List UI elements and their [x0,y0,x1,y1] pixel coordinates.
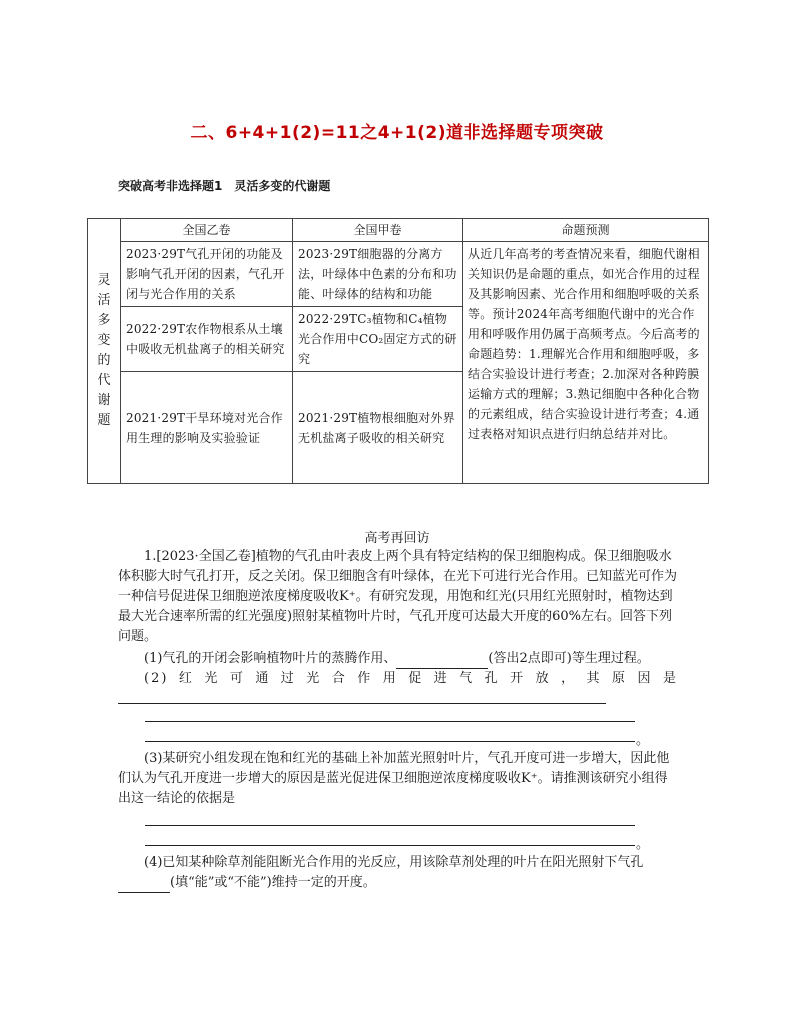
table-cell: 2021·29T植物根细胞对外界无机盐离子吸收的相关研究 [293,372,463,484]
sub-question-2: (2)红光可通过光合作用促进气孔开放，其原因是 [144,671,678,686]
header-national-a: 全国甲卷 [293,219,463,242]
section-subtitle: 突破高考非选择题1 灵活多变的代谢题 [118,179,331,193]
answer-line[interactable] [145,741,635,742]
answer-line[interactable] [118,703,606,704]
sub-question-1: (1)气孔的开闭会影响植物叶片的蒸腾作用、 (答出2点即可)等生理过程。 [118,649,678,669]
table-row [88,242,709,307]
table-header-row [88,219,709,242]
page-title: 二、6+4+1(2)=11之4+1(2)道非选择题专项突破 [190,123,604,143]
period-mark: 。 [636,837,650,852]
sub-question-4-cont: (填“能”或“不能”)维持一定的开度。 [118,873,678,893]
answer-line[interactable] [145,721,635,722]
table-cell: 2022·29T农作物根系从土壤中吸收无机盐离子的相关研究 [121,307,293,372]
table-cell: 2021·29T干旱环境对光合作用生理的影响及实验验证 [121,372,293,484]
answer-blank-1[interactable] [396,652,488,669]
table-cell: 2022·29TC₃植物和C₄植物光合作用中CO₂固定方式的研究 [293,307,463,372]
forecast-cell: 从近几年高考的考查情况来看，细胞代谢相关知识仍是命题的重点，如光合作用的过程及其影响因素、光合作用和细胞呼吸的关系等。预计2024年高考细胞代谢中的光合作用和呼吸作用仍属于高频考点。今后高考的命题趋势：1.理解光合作用和细胞呼吸，多结合实验设计进行考查；2.加深对各种跨膜运输方式的理解；3.熟记细胞中各种化合物的元素组成，结合实验设计进行考查；4.通过表格对知识点进行归纳总结并对比。 [463,242,709,484]
answer-line[interactable] [145,845,635,846]
question-stem: 1.[2023·全国乙卷]植物的气孔由叶表皮上两个具有特定结构的保卫细胞构成。保卫细胞吸水体积膨大时气孔打开，反之关闭。保卫细胞含有叶绿体，在光下可进行光合作用。已知蓝光可作为一种信号促进保卫细胞逆浓度梯度吸收K⁺。有研究发现，用饱和红光(只用红光照射时，植物达到最大光合速率所需的红光强度)照射某植物叶片时，气孔开度可达最大开度的60%左右。回答下列问题。 [118,549,678,644]
table-cell: 2023·29T气孔开闭的功能及影响气孔开闭的因素，气孔开闭与光合作用的关系 [121,242,293,307]
period-mark: 。 [636,733,650,748]
header-forecast: 命题预测 [463,219,709,242]
table-cell: 2023·29T细胞器的分离方法，叶绿体中色素的分布和功能、叶绿体的结构和功能 [293,242,463,307]
sub-question-3: (3)某研究小组发现在饱和红光的基础上补加蓝光照射叶片，气孔开度可进一步增大，因此他们认为气孔开度进一步增大的原因是蓝光促进保卫细胞逆浓度梯度吸收K⁺。请推测该研究小组得出这一结论的依据是 [118,751,670,806]
table-side-label: 灵活多变的代谢题 [88,219,121,484]
exam-overview-table [87,218,709,484]
section-heading: 高考再回访 [364,531,430,546]
answer-line[interactable] [145,825,635,826]
header-national-b: 全国乙卷 [121,219,293,242]
sub-question-4: (4)已知某种除草剂能阻断光合作用的光反应，用该除草剂处理的叶片在阳光照射下气孔 [144,855,644,870]
answer-blank-4[interactable] [118,876,170,893]
